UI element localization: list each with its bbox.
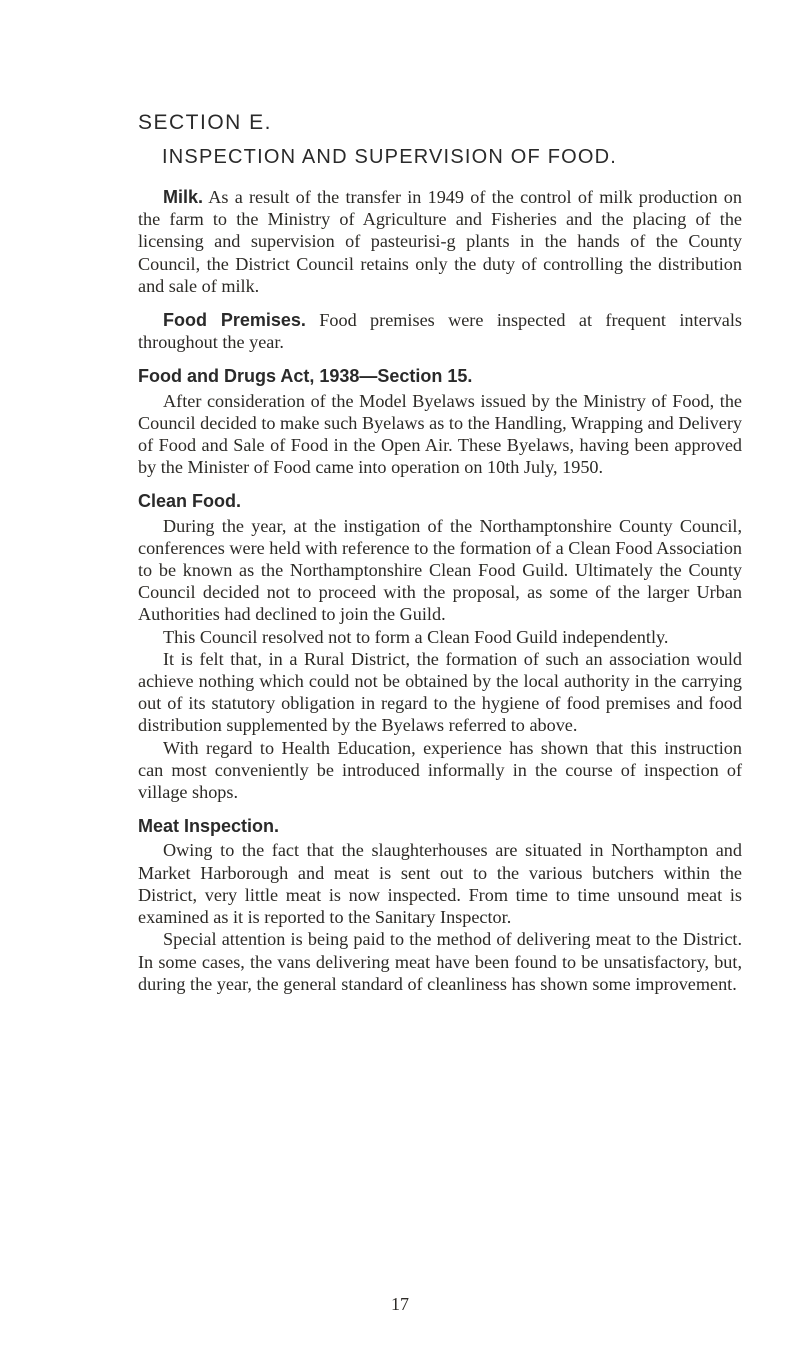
clean-food-paragraph: It is felt that, in a Rural District, the formation of such an association would achieve nothing which could not be obtained by the local authority in the carrying out of its statutory obligation in regard to the hygiene of food premises and food distribution supplemented by the Byelaws referred to above. bbox=[138, 648, 742, 736]
food-premises-paragraph bbox=[138, 309, 742, 353]
milk-text: As a result of the transfer in 1949 of the control of milk production on the farm to the Ministry of Agriculture and Fisheries and the placing of the licensing and supervision of pasteurisi-g plants in the hands of the County Council, the District Council retains only the duty of controlling the distribution and sale of milk. bbox=[138, 187, 742, 296]
clean-food-paragraph: During the year, at the instigation of the Northamptonshire County Council, conferences were held with reference to the formation of a Clean Food Association to be known as the Northamptonshire Clean Food Guild. Ultimately the County Council decided not to proceed with the proposal, as some of the larger Urban Authorities had declined to join the Guild. bbox=[138, 515, 743, 625]
food-drugs-act-text: After consideration of the Model Byelaws issued by the Ministry of Food, the Council decided to make such Byelaws as to the Handling, Wrapping and Delivery of Food and Sale of Food in the Open Air. These Byelaws, having been approved by the Minister of Food came into operation on 10th July, 1950. bbox=[138, 390, 742, 478]
food-premises-heading: Food Premises. bbox=[163, 310, 306, 331]
clean-food-heading: Clean Food. bbox=[138, 491, 241, 512]
clean-food-paragraph: With regard to Health Education, experience has shown that this instruction can most conveniently be introduced informally in the course of inspection of village shops. bbox=[138, 737, 742, 803]
page-number: 17 bbox=[391, 1294, 409, 1314]
meat-inspection-paragraph: Owing to the fact that the slaughterhouses are situated in Northampton and Market Harborough and meat is sent out to the various butchers within the District, very little meat is now inspected. From time to time unsound meat is examined as it is reported to the Sanitary Inspector. bbox=[138, 840, 742, 928]
meat-inspection-heading: Meat Inspection. bbox=[138, 816, 280, 837]
clean-food-paragraph: This Council resolved not to form a Clean Food Guild independently. bbox=[163, 626, 669, 647]
food-drugs-act-heading: Food and Drugs Act, 1938—Section 15. bbox=[138, 366, 473, 387]
section-label: SECTION E. bbox=[138, 111, 273, 134]
milk-heading: Milk. bbox=[163, 187, 204, 207]
meat-inspection-paragraph: Special attention is being paid to the method of delivering meat to the District. In some cases, the vans delivering meat have been found to be unsatisfactory, but, during the year, the general standard of cleanliness has shown some improvement. bbox=[138, 929, 742, 994]
milk-paragraph bbox=[138, 186, 742, 297]
document-body bbox=[138, 186, 742, 995]
food-premises-text: Food premises were inspected at frequent intervals throughout the year. bbox=[138, 310, 742, 353]
page-title: INSPECTION AND SUPERVISION OF FOOD. bbox=[162, 146, 618, 168]
